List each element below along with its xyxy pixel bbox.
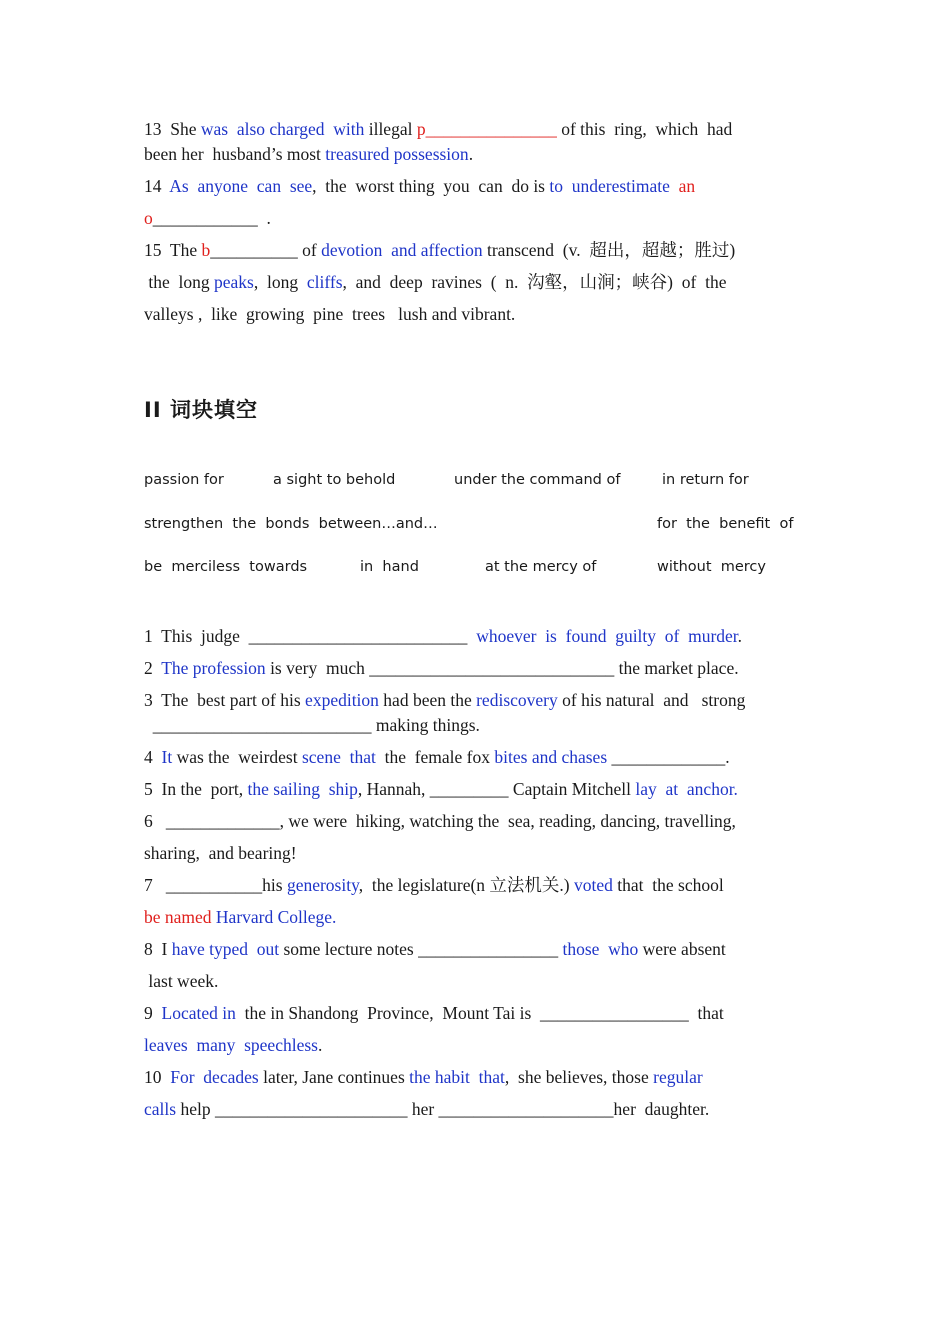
text-segment: been her husband’s most	[144, 144, 326, 164]
text-segment: calls	[144, 1099, 177, 1119]
text-segment: , Hannah, _________ Captain Mitchell	[357, 779, 636, 799]
text-segment: scene that	[301, 747, 376, 767]
sentence-line	[144, 206, 271, 230]
text-segment: Harvard College.	[215, 907, 337, 927]
text-segment: 1 This judge _________________________	[144, 626, 477, 646]
text-segment: , and deep ravines ( n. 沟壑，山涧；峡谷) of the	[342, 272, 727, 292]
sentence-line	[144, 777, 738, 801]
text-segment: 14	[144, 176, 170, 196]
phrase-item: without mercy	[657, 559, 766, 575]
text-segment: 3 The best part of his	[144, 690, 306, 710]
text-segment: o	[144, 208, 153, 228]
text-segment: bites and chases	[494, 747, 608, 767]
text-segment: some lecture notes ________________	[279, 939, 563, 959]
phrase-item: strengthen the bonds between…and…	[144, 516, 438, 532]
sentence-line	[144, 969, 218, 993]
text-segment: be named	[144, 907, 216, 927]
text-segment: the in Shandong Province, Mount Tai is _________________ that	[235, 1003, 724, 1023]
sentence-line	[144, 841, 297, 865]
text-segment: later, Jane continues	[258, 1067, 410, 1087]
text-segment: of his natural and strong	[557, 690, 746, 710]
sentence-line	[144, 937, 726, 961]
text-segment: 9	[144, 1003, 162, 1023]
text-segment: It	[161, 747, 173, 767]
sentence-line	[144, 117, 732, 141]
sentence-line	[144, 270, 726, 294]
text-segment: was also charged with	[200, 119, 365, 139]
text-segment: .	[468, 144, 474, 164]
text-segment: 5 In the port,	[144, 779, 248, 799]
text-segment: have typed out	[171, 939, 280, 959]
text-segment: Located in	[161, 1003, 236, 1023]
text-segment: , she believes, those	[504, 1067, 654, 1087]
text-segment: the sailing ship	[247, 779, 358, 799]
text-segment: , the legislature(n 立法机关.)	[358, 875, 575, 895]
phrase-item: under the command of	[454, 472, 621, 488]
text-segment: 4	[144, 747, 162, 767]
sentence-line	[144, 1097, 709, 1121]
sentence-line	[144, 238, 735, 262]
text-segment: regular	[653, 1067, 703, 1087]
sentence-line	[144, 656, 739, 680]
text-segment: 15 The	[144, 240, 202, 260]
text-segment: _________________________ making things.	[144, 715, 480, 735]
phrase-item: at the mercy of	[485, 559, 597, 575]
text-segment: .	[737, 626, 743, 646]
text-segment: ____________ .	[152, 208, 271, 228]
text-segment: last week.	[144, 971, 219, 991]
text-segment: As anyone can see	[169, 176, 313, 196]
phrase-item: in return for	[662, 472, 749, 488]
text-segment: The profession	[161, 658, 266, 678]
phrase-item: in hand	[360, 559, 419, 575]
text-segment: , long	[253, 272, 307, 292]
text-segment: voted	[574, 875, 613, 895]
sentence-line	[144, 688, 745, 712]
sentence-line	[144, 142, 473, 166]
text-segment: the female fox	[375, 747, 495, 767]
text-segment: treasured possession	[325, 144, 469, 164]
text-segment: sharing, and bearing!	[144, 843, 297, 863]
text-segment: , the worst thing you can do is	[312, 176, 550, 196]
text-segment: is very much ____________________________ the market place.	[265, 658, 739, 678]
text-segment: of this ring, which had	[556, 119, 733, 139]
section-heading: II 词块填空	[144, 398, 258, 422]
text-segment: transcend (v. 超出，超越；胜过)	[482, 240, 736, 260]
text-segment: had been the	[378, 690, 477, 710]
sentence-line	[144, 174, 695, 198]
phrase-item: for the benefit of	[657, 516, 794, 532]
text-segment: cliffs	[306, 272, 343, 292]
text-segment: rediscovery	[476, 690, 558, 710]
sentence-line	[144, 905, 336, 929]
text-segment: devotion and affection	[321, 240, 483, 260]
text-segment: was the weirdest	[172, 747, 302, 767]
text-segment: that the school	[612, 875, 724, 895]
text-segment: _____________.	[607, 747, 730, 767]
text-segment: 2	[144, 658, 162, 678]
text-segment: 7 ___________his	[144, 875, 287, 895]
sentence-line	[144, 873, 724, 897]
text-segment: 8 I	[144, 939, 172, 959]
text-segment: p_______________	[416, 119, 557, 139]
text-segment: peaks	[214, 272, 254, 292]
text-segment: help ______________________ her ____________________her daughter.	[176, 1099, 710, 1119]
text-segment: valleys , like growing pine trees lush and vibrant.	[144, 304, 516, 324]
sentence-line	[144, 1065, 703, 1089]
text-segment: 13 She	[144, 119, 201, 139]
sentence-line	[144, 624, 742, 648]
text-segment: illegal	[364, 119, 417, 139]
text-segment: expedition	[305, 690, 379, 710]
sentence-line	[144, 713, 480, 737]
text-segment: 10	[144, 1067, 171, 1087]
sentence-line	[144, 1033, 322, 1057]
phrase-item: a sight to behold	[273, 472, 396, 488]
text-segment: those who	[562, 939, 639, 959]
sentence-line	[144, 745, 730, 769]
text-segment: were absent	[638, 939, 726, 959]
text-segment: For decades	[170, 1067, 259, 1087]
phrase-item: passion for	[144, 472, 224, 488]
text-segment: lay at anchor.	[635, 779, 738, 799]
sentence-line	[144, 809, 736, 833]
text-segment: leaves many speechless	[144, 1035, 318, 1055]
sentence-line	[144, 1001, 724, 1025]
text-segment: .	[317, 1035, 323, 1055]
text-segment: b	[201, 240, 211, 260]
text-segment: an	[669, 176, 696, 196]
phrase-item: be merciless towards	[144, 559, 308, 575]
text-segment: the long	[144, 272, 214, 292]
text-segment: 6 _____________, we were hiking, watching the sea, reading, dancing, travelling,	[144, 811, 736, 831]
text-segment: to underestimate	[549, 176, 670, 196]
sentence-line	[144, 302, 515, 326]
text-segment: __________ of	[210, 240, 322, 260]
text-segment: whoever is found guilty of murder	[476, 626, 738, 646]
text-segment: generosity	[286, 875, 359, 895]
text-segment: the habit that	[409, 1067, 505, 1087]
